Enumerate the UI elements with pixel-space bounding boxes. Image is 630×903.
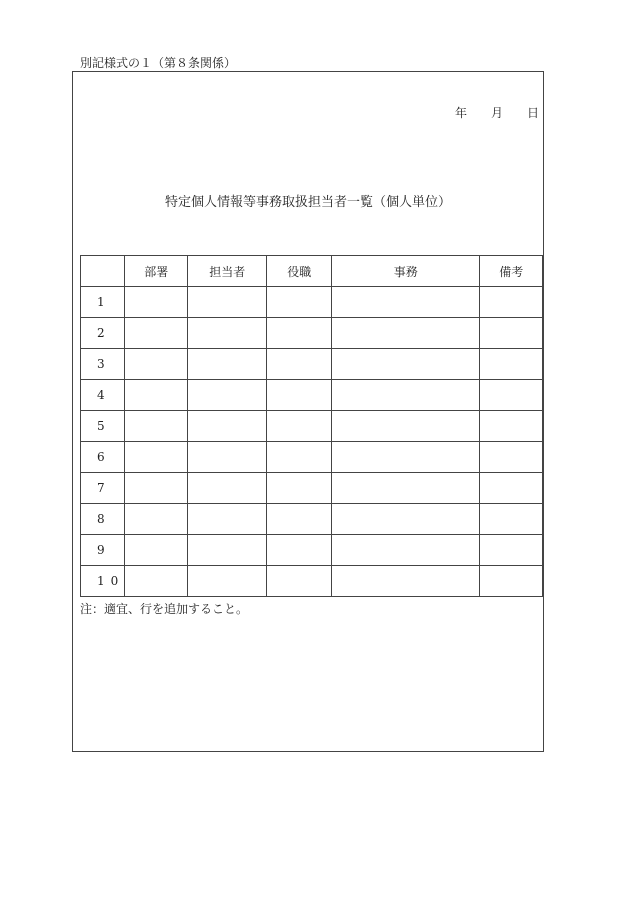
- cell-position[interactable]: [267, 318, 332, 349]
- cell-person[interactable]: [188, 318, 267, 349]
- cell-remarks[interactable]: [480, 349, 543, 380]
- cell-department[interactable]: [125, 473, 188, 504]
- cell-remarks[interactable]: [480, 380, 543, 411]
- row-number: 5: [81, 411, 125, 442]
- cell-person[interactable]: [188, 442, 267, 473]
- table-row: [81, 473, 543, 504]
- table-row: [81, 349, 543, 380]
- cell-position[interactable]: [267, 566, 332, 597]
- cell-position[interactable]: [267, 287, 332, 318]
- cell-person[interactable]: [188, 473, 267, 504]
- table-row: [81, 318, 543, 349]
- cell-duties[interactable]: [332, 318, 480, 349]
- cell-person[interactable]: [188, 504, 267, 535]
- cell-position[interactable]: [267, 504, 332, 535]
- cell-department[interactable]: [125, 287, 188, 318]
- table-row: [81, 504, 543, 535]
- header-duties: 事務: [332, 256, 480, 287]
- cell-person[interactable]: [188, 287, 267, 318]
- cell-position[interactable]: [267, 442, 332, 473]
- cell-department[interactable]: [125, 380, 188, 411]
- cell-duties[interactable]: [332, 566, 480, 597]
- cell-department[interactable]: [125, 411, 188, 442]
- cell-remarks[interactable]: [480, 287, 543, 318]
- header-department: 部署: [125, 256, 188, 287]
- cell-position[interactable]: [267, 349, 332, 380]
- date-day-label: 日: [527, 106, 540, 120]
- table-row: [81, 535, 543, 566]
- cell-remarks[interactable]: [480, 442, 543, 473]
- table-row: [81, 442, 543, 473]
- cell-department[interactable]: [125, 566, 188, 597]
- document-title: 特定個人情報等事務取扱担当者一覧（個人単位）: [164, 195, 451, 210]
- cell-department[interactable]: [125, 318, 188, 349]
- row-number: 3: [81, 349, 125, 380]
- cell-position[interactable]: [267, 380, 332, 411]
- cell-remarks[interactable]: [480, 566, 543, 597]
- cell-department[interactable]: [125, 349, 188, 380]
- cell-person[interactable]: [188, 411, 267, 442]
- form-label: 別記様式の１（第８条関係）: [80, 56, 237, 70]
- cell-duties[interactable]: [332, 380, 480, 411]
- cell-remarks[interactable]: [480, 318, 543, 349]
- header-number: [81, 256, 125, 287]
- cell-position[interactable]: [267, 535, 332, 566]
- cell-department[interactable]: [125, 535, 188, 566]
- cell-department[interactable]: [125, 504, 188, 535]
- cell-duties[interactable]: [332, 535, 480, 566]
- cell-remarks[interactable]: [480, 411, 543, 442]
- cell-duties[interactable]: [332, 504, 480, 535]
- cell-duties[interactable]: [332, 287, 480, 318]
- row-number: 10: [81, 566, 125, 597]
- cell-person[interactable]: [188, 349, 267, 380]
- cell-person[interactable]: [188, 566, 267, 597]
- table-header-row: [81, 256, 543, 287]
- cell-duties[interactable]: [332, 473, 480, 504]
- row-number: 6: [81, 442, 125, 473]
- footnote: 注：適宜、行を追加すること。: [80, 602, 249, 616]
- row-number: 4: [81, 380, 125, 411]
- row-number: 7: [81, 473, 125, 504]
- cell-position[interactable]: [267, 411, 332, 442]
- cell-duties[interactable]: [332, 349, 480, 380]
- table-row: [81, 411, 543, 442]
- cell-remarks[interactable]: [480, 535, 543, 566]
- table-row: [81, 566, 543, 597]
- table-row: [81, 380, 543, 411]
- header-remarks: 備考: [480, 256, 543, 287]
- cell-department[interactable]: [125, 442, 188, 473]
- date-month-label: 月: [491, 106, 504, 120]
- cell-remarks[interactable]: [480, 504, 543, 535]
- header-person: 担当者: [188, 256, 267, 287]
- staff-register-table: [80, 255, 543, 597]
- cell-duties[interactable]: [332, 411, 480, 442]
- cell-person[interactable]: [188, 380, 267, 411]
- row-number: 9: [81, 535, 125, 566]
- cell-person[interactable]: [188, 535, 267, 566]
- row-number: 1: [81, 287, 125, 318]
- table-row: [81, 287, 543, 318]
- cell-position[interactable]: [267, 473, 332, 504]
- row-number: 2: [81, 318, 125, 349]
- row-number: 8: [81, 504, 125, 535]
- header-position: 役職: [267, 256, 332, 287]
- cell-remarks[interactable]: [480, 473, 543, 504]
- date-year-label: 年: [455, 106, 468, 120]
- cell-duties[interactable]: [332, 442, 480, 473]
